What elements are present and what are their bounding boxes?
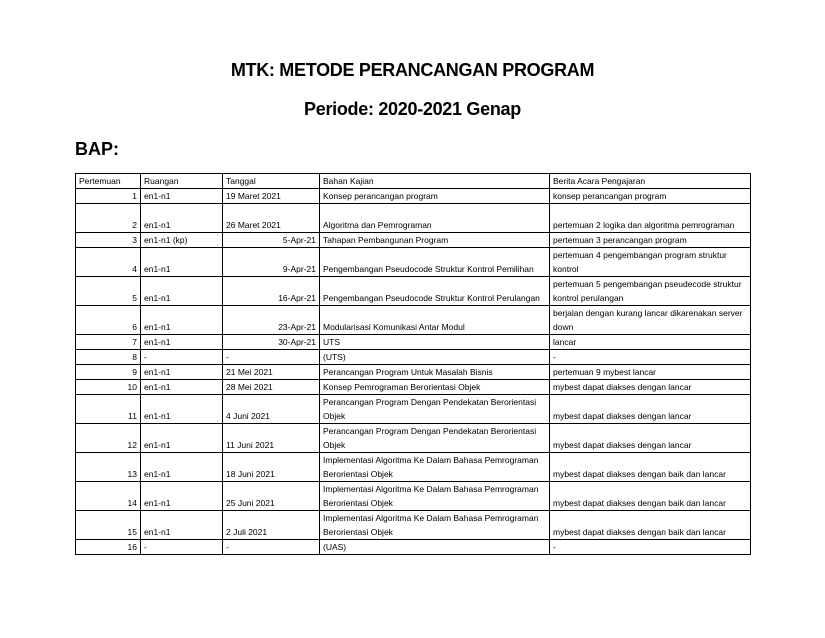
table-row — [76, 189, 751, 204]
cell-topic: (UAS) — [320, 540, 550, 555]
table-row — [76, 248, 751, 277]
cell-topic: Implementasi Algoritma Ke Dalam Bahasa Pemrograman Berorientasi Objek — [320, 511, 550, 540]
cell-date: 16-Apr-21 — [223, 277, 320, 306]
cell-room: en1-n1 — [141, 335, 223, 350]
cell-report: mybest dapat diakses dengan baik dan lancar — [550, 511, 751, 540]
table-row — [76, 350, 751, 365]
cell-room: en1-n1 — [141, 395, 223, 424]
cell-date: 2 Juli 2021 — [223, 511, 320, 540]
cell-report: pertemuan 2 logika dan algoritma pemrograman — [550, 204, 751, 233]
cell-topic: Konsep Pemrograman Berorientasi Objek — [320, 380, 550, 395]
table-row — [76, 365, 751, 380]
cell-no: 16 — [76, 540, 141, 555]
cell-room: en1-n1 — [141, 189, 223, 204]
cell-report: mybest dapat diakses dengan lancar — [550, 424, 751, 453]
cell-room: en1-n1 — [141, 380, 223, 395]
cell-topic: Tahapan Pembangunan Program — [320, 233, 550, 248]
cell-no: 5 — [76, 277, 141, 306]
page-title: MTK: METODE PERANCANGAN PROGRAM — [230, 60, 595, 80]
cell-no: 10 — [76, 380, 141, 395]
cell-report: mybest dapat diakses dengan baik dan lancar — [550, 482, 751, 511]
table-row — [76, 306, 751, 335]
cell-room: en1-n1 — [141, 204, 223, 233]
cell-report: konsep perancangan program — [550, 189, 751, 204]
cell-no: 3 — [76, 233, 141, 248]
header-berita-acara: Berita Acara Pengajaran — [550, 174, 751, 189]
cell-date: 28 Mei 2021 — [223, 380, 320, 395]
cell-date: 9-Apr-21 — [223, 248, 320, 277]
table-row — [76, 233, 751, 248]
table-row — [76, 204, 751, 233]
cell-room: en1-n1 — [141, 248, 223, 277]
cell-no: 6 — [76, 306, 141, 335]
table-row — [76, 482, 751, 511]
cell-topic: Pengembangan Pseudocode Struktur Kontrol Perulangan — [320, 277, 550, 306]
table-row — [76, 540, 751, 555]
cell-report: mybest dapat diakses dengan lancar — [550, 380, 751, 395]
cell-room: en1-n1 — [141, 482, 223, 511]
cell-topic: Algoritma dan Pemrograman — [320, 204, 550, 233]
cell-report: lancar — [550, 335, 751, 350]
cell-no: 15 — [76, 511, 141, 540]
cell-room: - — [141, 540, 223, 555]
bap-table — [75, 173, 751, 555]
cell-no: 11 — [76, 395, 141, 424]
header-bahan-kajian: Bahan Kajian — [320, 174, 550, 189]
cell-room: en1-n1 — [141, 511, 223, 540]
table-row — [76, 335, 751, 350]
cell-topic: Perancangan Program Dengan Pendekatan Berorientasi Objek — [320, 395, 550, 424]
table-row — [76, 277, 751, 306]
cell-date: 11 Juni 2021 — [223, 424, 320, 453]
cell-date: 26 Maret 2021 — [223, 204, 320, 233]
header-pertemuan: Pertemuan — [76, 174, 141, 189]
cell-topic: Perancangan Program Dengan Pendekatan Berorientasi Objek — [320, 424, 550, 453]
table-row — [76, 511, 751, 540]
cell-date: - — [223, 540, 320, 555]
cell-date: - — [223, 350, 320, 365]
cell-topic: Perancangan Program Untuk Masalah Bisnis — [320, 365, 550, 380]
table-row — [76, 380, 751, 395]
cell-date: 19 Maret 2021 — [223, 189, 320, 204]
cell-room: en1-n1 — [141, 306, 223, 335]
table-row — [76, 395, 751, 424]
cell-report: pertemuan 9 mybest lancar — [550, 365, 751, 380]
cell-report: pertemuan 3 perancangan program — [550, 233, 751, 248]
cell-no: 2 — [76, 204, 141, 233]
cell-room: en1-n1 — [141, 277, 223, 306]
cell-no: 13 — [76, 453, 141, 482]
cell-no: 8 — [76, 350, 141, 365]
table-row — [76, 453, 751, 482]
cell-topic: UTS — [320, 335, 550, 350]
cell-no: 14 — [76, 482, 141, 511]
cell-no: 1 — [76, 189, 141, 204]
table-header-row — [76, 174, 751, 189]
cell-no: 7 — [76, 335, 141, 350]
cell-date: 25 Juni 2021 — [223, 482, 320, 511]
cell-room: en1-n1 — [141, 453, 223, 482]
cell-topic: Pengembangan Pseudocode Struktur Kontrol Pemilihan — [320, 248, 550, 277]
cell-report: - — [550, 540, 751, 555]
cell-report: pertemuan 4 pengembangan program struktur kontrol — [550, 248, 751, 277]
cell-date: 21 Mei 2021 — [223, 365, 320, 380]
table-row — [76, 424, 751, 453]
cell-room: - — [141, 350, 223, 365]
section-label: BAP: — [75, 139, 119, 159]
cell-report: mybest dapat diakses dengan baik dan lancar — [550, 453, 751, 482]
cell-topic: Implementasi Algoritma Ke Dalam Bahasa Pemrograman Berorientasi Objek — [320, 453, 550, 482]
cell-no: 12 — [76, 424, 141, 453]
cell-date: 5-Apr-21 — [223, 233, 320, 248]
cell-date: 18 Juni 2021 — [223, 453, 320, 482]
cell-topic: Konsep perancangan program — [320, 189, 550, 204]
cell-no: 9 — [76, 365, 141, 380]
cell-date: 23-Apr-21 — [223, 306, 320, 335]
header-tanggal: Tanggal — [223, 174, 320, 189]
cell-report: pertemuan 5 pengembangan pseudecode struktur kontrol perulangan — [550, 277, 751, 306]
cell-date: 4 Juni 2021 — [223, 395, 320, 424]
cell-topic: (UTS) — [320, 350, 550, 365]
cell-no: 4 — [76, 248, 141, 277]
cell-room: en1-n1 — [141, 365, 223, 380]
cell-topic: Modularisasi Komunikasi Antar Modul — [320, 306, 550, 335]
cell-topic: Implementasi Algoritma Ke Dalam Bahasa Pemrograman Berorientasi Objek — [320, 482, 550, 511]
header-ruangan: Ruangan — [141, 174, 223, 189]
page-subtitle: Periode: 2020-2021 Genap — [304, 99, 521, 119]
cell-report: - — [550, 350, 751, 365]
cell-date: 30-Apr-21 — [223, 335, 320, 350]
cell-room: en1-n1 — [141, 424, 223, 453]
cell-room: en1-n1 (kp) — [141, 233, 223, 248]
cell-report: mybest dapat diakses dengan lancar — [550, 395, 751, 424]
cell-report: berjalan dengan kurang lancar dikarenakan server down — [550, 306, 751, 335]
